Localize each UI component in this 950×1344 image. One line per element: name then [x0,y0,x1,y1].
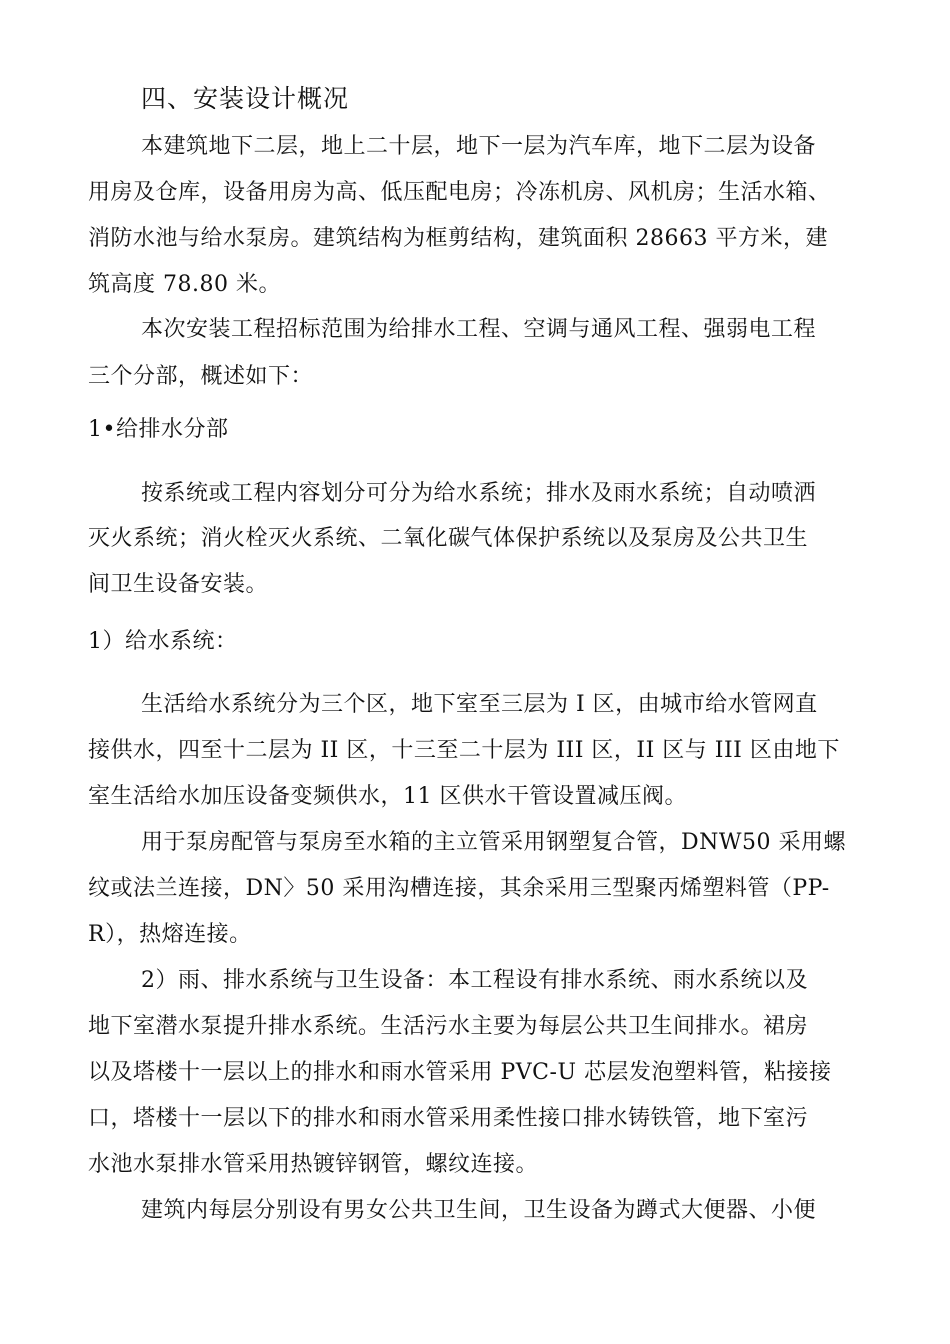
paragraph-line: 间卫生设备安装。 [88,572,269,597]
paragraph-line: 接供水，四至十二层为 II 区，十三至二十层为 III 区，II 区与 III 区由地下 [88,738,840,763]
paragraph-line: 用于泵房配管与泵房至水箱的主立管采用钢塑复合管，DNW50 采用螺 [141,830,846,855]
paragraph-line: 生活给水系统分为三个区，地下室至三层为 I 区，由城市给水管网直 [141,692,818,717]
paragraph-line: R），热熔连接。 [88,922,252,947]
section-heading: 四、安装设计概况 [141,84,350,113]
paragraph-line: 本次安装工程招标范围为给排水工程、空调与通风工程、强弱电工程 [141,317,817,342]
paragraph-line: 2）雨、排水系统与卫生设备：本工程设有排水系统、雨水系统以及 [141,968,808,993]
subsection-heading: 1）给水系统： [88,629,238,654]
paragraph-line: 口，塔楼十一层以下的排水和雨水管采用柔性接口排水铸铁管，地下室污 [88,1106,809,1131]
paragraph-line: 筑高度 78.80 米。 [88,272,281,297]
paragraph-line: 建筑内每层分别设有男女公共卫生间，卫生设备为蹲式大便器、小便 [141,1198,817,1223]
paragraph-line: 地下室潜水泵提升排水系统。生活污水主要为每层公共卫生间排水。裙房 [88,1014,809,1039]
paragraph-line: 室生活给水加压设备变频供水，11 区供水干管设置减压阀。 [88,784,687,809]
paragraph-line: 按系统或工程内容划分可分为给水系统；排水及雨水系统；自动喷洒 [141,481,817,506]
subsection-heading: 1•给排水分部 [88,417,229,442]
paragraph-line: 本建筑地下二层，地上二十层，地下一层为汽车库，地下二层为设备 [141,134,817,159]
paragraph-line: 以及塔楼十一层以上的排水和雨水管采用 PVC-U 芯层发泡塑料管，粘接接 [88,1060,832,1085]
paragraph-line: 用房及仓库，设备用房为高、低压配电房；冷冻机房、风机房；生活水箱、 [88,180,831,205]
paragraph-line: 三个分部，概述如下： [88,364,314,389]
paragraph-line: 水池水泵排水管采用热镀锌钢管，螺纹连接。 [88,1152,539,1177]
paragraph-line: 纹或法兰连接，DN〉50 采用沟槽连接，其余采用三型聚丙烯塑料管（PP- [88,876,830,901]
paragraph-line: 灭火系统；消火栓灭火系统、二氧化碳气体保护系统以及泵房及公共卫生 [88,526,809,551]
paragraph-line: 消防水池与给水泵房。建筑结构为框剪结构，建筑面积 28663 平方米，建 [88,226,828,251]
